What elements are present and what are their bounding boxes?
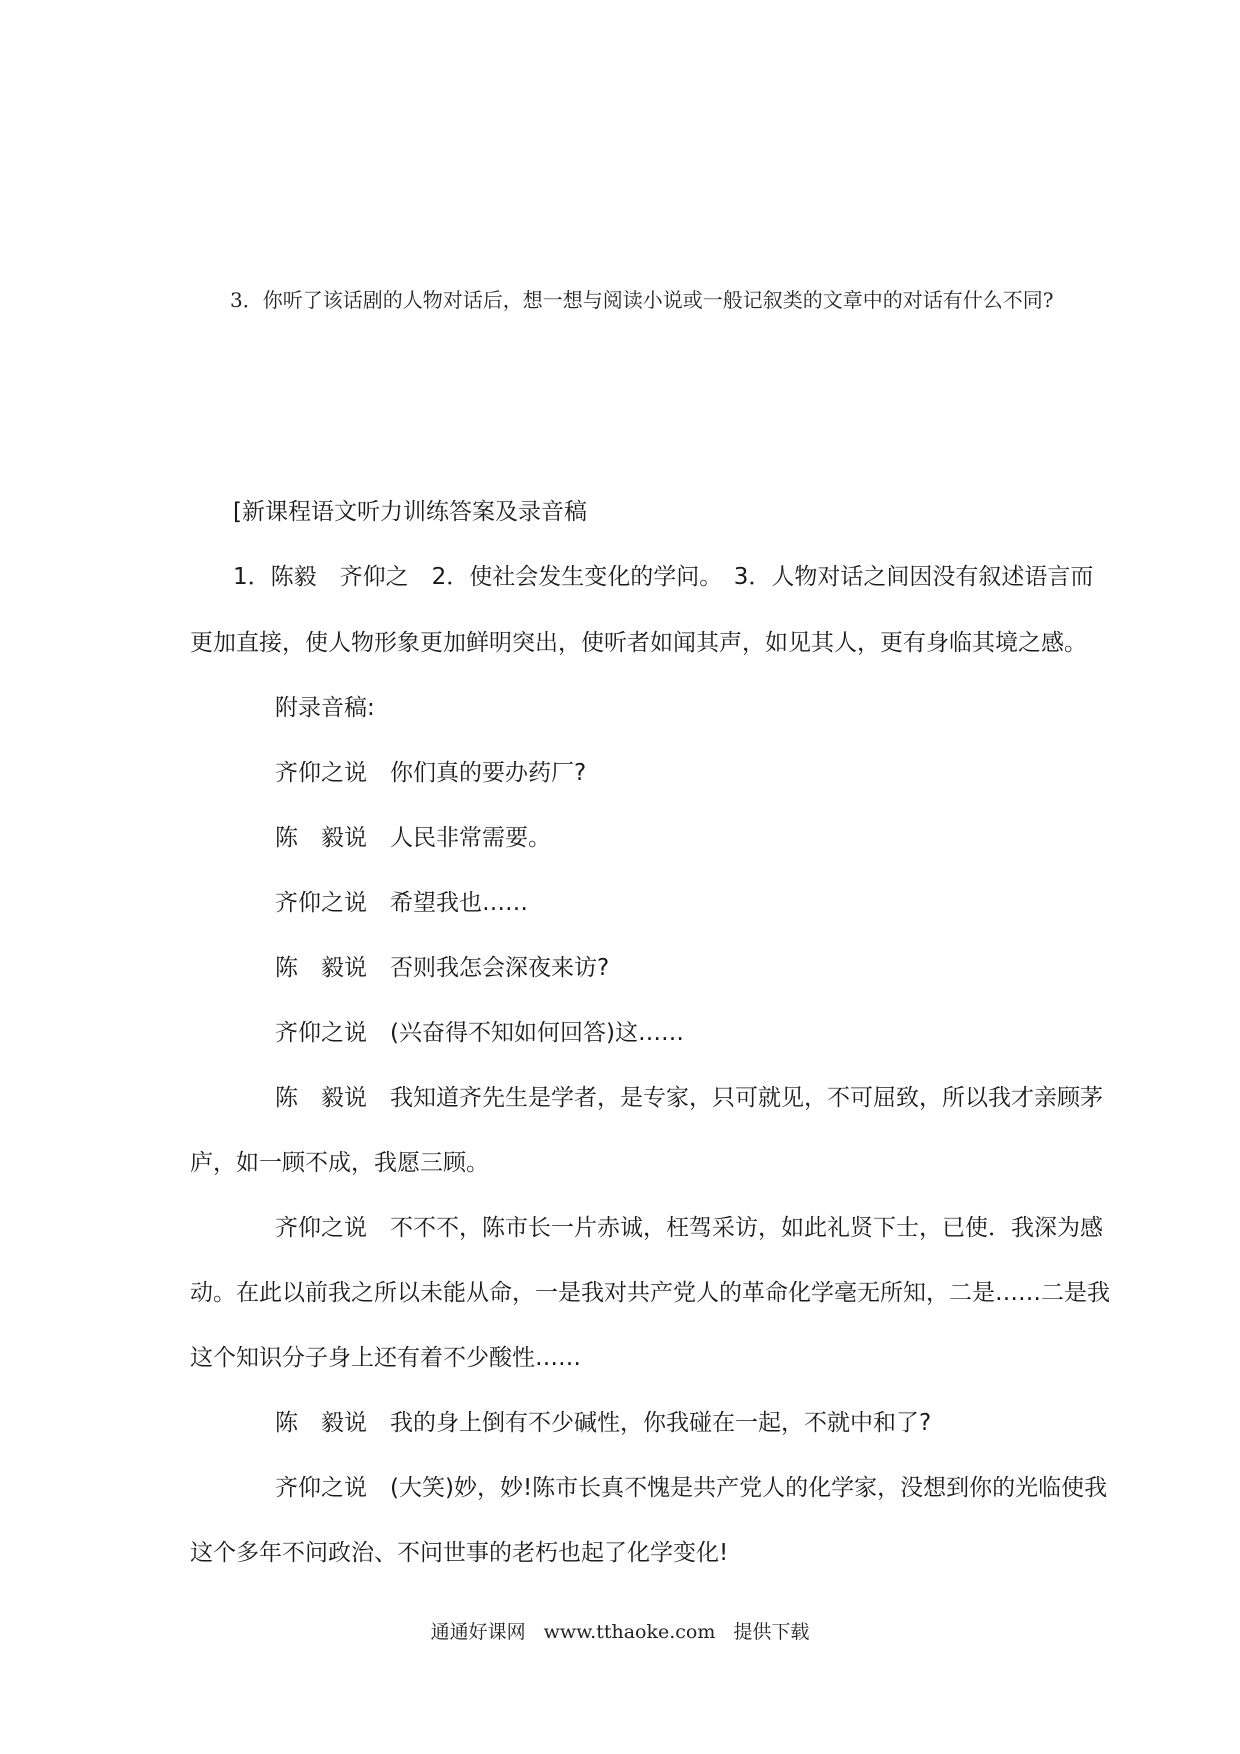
transcript-line: 齐仰之说 (兴奋得不知如何回答)这…… <box>275 1020 684 1046</box>
transcript-line: 陈 毅说 我的身上倒有不少碱性，你我碰在一起，不就中和了? <box>275 1410 932 1436</box>
transcript-label: 附录音稿: <box>275 695 375 721</box>
transcript-line: 陈 毅说 人民非常需要。 <box>275 825 551 851</box>
footer-site-name: 通通好课网 <box>430 1621 526 1643</box>
question-3: 3．你听了该话剧的人物对话后，想一想与阅读小说或一般记叙类的文章中的对话有什么不同? <box>230 288 1054 312</box>
answers-heading: [新课程语文听力训练答案及录音稿 <box>233 499 587 525</box>
page-footer <box>0 1617 1240 1644</box>
transcript-line: 陈 毅说 我知道齐先生是学者，是专家，只可就见，不可屈致，所以我才亲顾茅 <box>275 1085 1103 1111</box>
transcript-line: 齐仰之说 你们真的要办药厂? <box>275 760 587 786</box>
transcript-line: 齐仰之说 (大笑)妙，妙!陈市长真不愧是共产党人的化学家，没想到你的光临使我 <box>275 1475 1108 1501</box>
transcript-line: 动。在此以前我之所以未能从命，一是我对共产党人的革命化学毫无所知，二是……二是我 <box>190 1280 1110 1306</box>
transcript-line: 这个多年不问政治、不问世事的老朽也起了化学变化! <box>190 1540 729 1566</box>
answer-line-2: 更加直接，使人物形象更加鲜明突出，使听者如闻其声，如见其人，更有身临其境之感。 <box>190 630 1087 656</box>
transcript-line: 这个知识分子身上还有着不少酸性…… <box>190 1345 581 1371</box>
transcript-line: 齐仰之说 希望我也…… <box>275 890 528 916</box>
footer-url[interactable]: www.tthaoke.com <box>543 1621 716 1643</box>
transcript-line: 齐仰之说 不不不，陈市长一片赤诚，枉驾采访，如此礼贤下士，已使．我深为感 <box>275 1215 1103 1241</box>
transcript-line: 庐，如一顾不成，我愿三顾。 <box>190 1150 489 1176</box>
answer-line-1: 1．陈毅 齐仰之 2．使社会发生变化的学问。 3．人物对话之间因没有叙述语言而 <box>233 564 1094 590</box>
transcript-line: 陈 毅说 否则我怎会深夜来访? <box>275 955 610 981</box>
footer-suffix: 提供下载 <box>733 1621 810 1643</box>
